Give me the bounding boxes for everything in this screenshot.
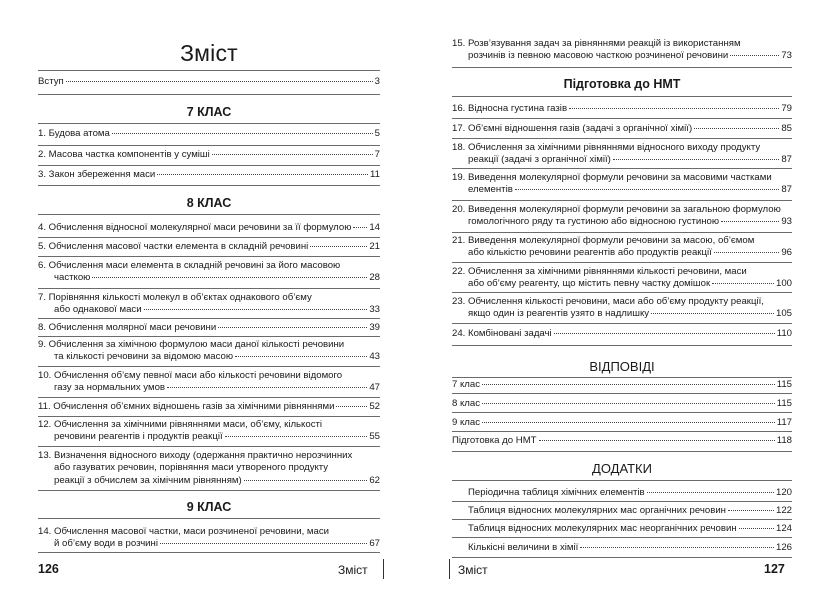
toc-entry-title-line: 10. Обчислення об’єму певної маси або кількості речовини відомого: [38, 370, 343, 381]
section-heading-nmt: Підготовка до НМТ: [563, 77, 681, 91]
toc-entry-page: 52: [369, 401, 380, 412]
left-page: [0, 0, 414, 600]
entry-rule: [38, 416, 380, 417]
toc-entry-title-line: 14. Обчислення масової частки, маси розчиненої речовини, маси: [38, 526, 329, 537]
running-footer-label: Зміст: [458, 563, 488, 577]
section-rule: [452, 345, 792, 346]
entry-rule: [452, 412, 792, 413]
toc-entry-24[interactable]: [452, 328, 792, 340]
entry-rule: [452, 557, 792, 558]
toc-entry-page: 55: [369, 431, 380, 443]
toc-entry-page: 110: [776, 328, 792, 339]
toc-entry-title-line: 20. Виведення молекулярної формули речовини за загальною формулою: [452, 204, 781, 215]
dot-leader: [647, 492, 774, 493]
toc-entry-11[interactable]: [38, 401, 380, 413]
section-heading-grade-9: 9 КЛАС: [186, 500, 232, 514]
toc-entry-title: Періодична таблиця хімічних елементів: [468, 487, 645, 498]
toc-entry-title-line: 6. Обчислення маси елемента в складній речовині за його масовою: [38, 260, 341, 271]
entry-rule: [38, 446, 380, 447]
section-rule: [38, 518, 380, 519]
dot-leader: [157, 174, 368, 175]
toc-entry-21[interactable]: [452, 235, 792, 260]
section-rule: [452, 377, 792, 378]
toc-entry-page: 126: [775, 542, 792, 553]
entry-rule: [38, 366, 380, 367]
toc-entry-page: 73: [781, 50, 792, 62]
toc-entry-answers-7[interactable]: [452, 379, 792, 391]
toc-entry-10[interactable]: [38, 370, 380, 395]
page-number: 126: [38, 562, 59, 576]
toc-entry-title: Таблиця відносних молекулярних мас органічних речовин: [468, 505, 726, 516]
toc-entry-title: 3. Закон збереження маси: [38, 169, 156, 180]
toc-entry-title: 8. Обчислення молярної маси речовини: [38, 322, 217, 333]
toc-entry-12[interactable]: [38, 419, 380, 444]
dot-leader: [144, 309, 368, 310]
dot-leader: [539, 440, 775, 441]
toc-entry-page: 115: [776, 398, 792, 409]
dot-leader: [482, 422, 775, 423]
toc-entry-19[interactable]: [452, 172, 792, 197]
toc-entry-page: 14: [369, 222, 380, 233]
toc-entry-title-line: або газуватих речовин, порівняння маси утвореного продукту: [54, 462, 329, 474]
entry-rule: [38, 336, 380, 337]
entry-rule: [452, 292, 792, 293]
dot-leader: [212, 154, 373, 155]
toc-entry-title: газу за нормальних умов: [54, 382, 166, 394]
toc-entry-16[interactable]: [452, 103, 792, 115]
toc-entry-appendix-1[interactable]: [452, 487, 792, 499]
toc-entry-title: елементів: [468, 184, 513, 196]
dot-leader: [730, 55, 779, 56]
dot-leader: [225, 436, 368, 437]
dot-leader: [353, 227, 367, 228]
dot-leader: [728, 510, 774, 511]
entry-rule: [452, 537, 792, 538]
toc-entry-page: 11: [370, 169, 380, 180]
dot-leader: [694, 128, 779, 129]
toc-entry-title: гомологічного ряду та густиною або відносною густиною: [468, 216, 720, 228]
toc-entry-page: 122: [775, 505, 792, 516]
toc-entry-title: 7 клас: [452, 379, 481, 390]
toc-entry-7[interactable]: [38, 292, 380, 317]
section-rule: [452, 451, 792, 452]
toc-entry-appendix-3[interactable]: [452, 523, 792, 535]
section-heading-answers: ВІДПОВІДІ: [589, 359, 655, 374]
section-heading-grade-8: 8 КЛАС: [186, 196, 232, 210]
dot-leader: [167, 387, 367, 388]
toc-entry-title: 9 клас: [452, 417, 481, 428]
toc-entry-title: реакції з обчислем за хімічним рівнянням): [54, 474, 242, 486]
toc-entry-title: якщо один із реагентів узято в надлишку: [468, 308, 650, 320]
dot-leader: [739, 528, 774, 529]
toc-entry-appendix-2[interactable]: [452, 505, 792, 517]
section-rule: [38, 214, 380, 215]
page-title: Зміст: [180, 40, 238, 66]
entry-rule: [38, 145, 380, 146]
toc-entry-2[interactable]: [38, 149, 380, 161]
dot-leader: [160, 543, 367, 544]
toc-entry-title: й об’єму води в розчині: [54, 538, 158, 550]
toc-entry-page: 39: [369, 322, 380, 333]
title-rule: [38, 70, 380, 71]
toc-entry-9[interactable]: [38, 339, 380, 364]
toc-entry-page: 118: [776, 435, 792, 446]
toc-entry-title-line: 15. Розв’язування задач за рівняннями реакцій із використанням: [452, 38, 741, 49]
toc-entry-title-line: 12. Обчислення за хімічними рівняннями маси, об’єму, кількості: [38, 419, 323, 430]
toc-entry-title: 4. Обчислення відносної молекулярної маси речовини за її формулою: [38, 222, 352, 233]
toc-entry-14[interactable]: [38, 526, 380, 551]
toc-entry-page: 47: [369, 382, 380, 394]
toc-entry-title: 5. Обчислення масової частки елемента в складній речовині: [38, 241, 309, 252]
toc-entry-page: 85: [781, 123, 792, 134]
toc-entry-title: 11. Обчислення об’ємних відношень газів за хімічними рівняннями: [38, 401, 335, 412]
entry-rule: [38, 256, 380, 257]
running-footer-label: Зміст: [338, 563, 368, 577]
entry-rule: [452, 232, 792, 233]
section-rule: [452, 480, 792, 481]
toc-entry-page: 87: [781, 154, 792, 166]
toc-entry-page: 28: [369, 272, 380, 284]
footer-divider: [383, 559, 384, 579]
dot-leader: [336, 406, 367, 407]
entry-rule: [38, 288, 380, 289]
toc-entry-page: 79: [781, 103, 792, 114]
page-number: 127: [764, 562, 785, 576]
toc-entry-15[interactable]: [452, 38, 792, 63]
dot-leader: [569, 108, 779, 109]
toc-entry-page: 117: [776, 417, 792, 428]
toc-entry-20[interactable]: [452, 204, 792, 229]
toc-entry-title: або кількістю речовини реагентів або продуктів реакції: [468, 247, 712, 259]
toc-entry-1[interactable]: [38, 128, 380, 140]
dot-leader: [721, 221, 779, 222]
toc-entry-appendix-4[interactable]: [452, 542, 792, 554]
toc-entry-page: 87: [781, 184, 792, 196]
toc-entry-title-line: 23. Обчислення кількості речовини, маси або об’єму продукту реакції,: [452, 296, 764, 307]
dot-leader: [66, 81, 373, 82]
right-page: [414, 0, 829, 600]
toc-entry-title: речовини реагентів і продуктів реакції: [54, 431, 223, 443]
dot-leader: [482, 403, 775, 404]
dot-leader: [482, 384, 775, 385]
toc-entry-page: 115: [776, 379, 792, 390]
toc-entry-page: 100: [775, 278, 792, 290]
entry-rule: [452, 118, 792, 119]
toc-entry-5[interactable]: [38, 241, 380, 253]
toc-entry-page: 96: [781, 247, 792, 259]
toc-entry-title-line: 9. Обчислення за хімічною формулою маси даної кількості речовини: [38, 339, 345, 350]
entry-rule: [38, 318, 380, 319]
toc-entry-6[interactable]: [38, 260, 380, 285]
toc-entry-title: та кількості речовини за відомою масою: [54, 351, 234, 363]
toc-entry-page: 3: [374, 76, 380, 87]
toc-entry-title-line: 21. Виведення молекулярної формули речовини за масою, об’ємом: [452, 235, 755, 246]
toc-entry-title: 1. Будова атома: [38, 128, 110, 139]
dot-leader: [244, 480, 368, 481]
dot-leader: [712, 283, 774, 284]
dot-leader: [613, 159, 779, 160]
dot-leader: [554, 333, 775, 334]
section-heading-appendix: ДОДАТКИ: [592, 461, 652, 476]
dot-leader: [112, 133, 373, 134]
toc-entry-22[interactable]: [452, 266, 792, 291]
toc-entry-title: Кількісні величини в хімії: [468, 542, 579, 553]
toc-entry-title: 17. Об’ємні відношення газів (задачі з органічної хімії): [452, 123, 693, 134]
toc-entry-answers-nmt[interactable]: [452, 435, 792, 447]
toc-entry-title: 8 клас: [452, 398, 481, 409]
toc-entry-title: реакції (задачі з органічної хімії): [468, 154, 611, 166]
section-rule: [452, 96, 792, 97]
section-rule: [38, 490, 380, 491]
toc-entry-4[interactable]: [38, 222, 380, 234]
entry-rule: [38, 237, 380, 238]
dot-leader: [92, 277, 367, 278]
toc-entry-page: 93: [781, 216, 792, 228]
toc-entry-page: 21: [369, 241, 380, 252]
toc-entry-title: 2. Масова частка компонентів у суміші: [38, 149, 210, 160]
dot-leader: [235, 356, 367, 357]
entry-rule: [452, 519, 792, 520]
toc-entry-page: 67: [369, 538, 380, 550]
toc-entry-page: 120: [775, 487, 792, 498]
toc-entry-title: Вступ: [38, 76, 64, 87]
toc-entry-page: 33: [369, 304, 380, 316]
toc-entry-intro[interactable]: [38, 76, 380, 88]
section-rule: [38, 94, 380, 95]
entry-rule: [452, 501, 792, 502]
entry-rule: [452, 393, 792, 394]
entry-rule: [452, 323, 792, 324]
toc-entry-title-line: 19. Виведення молекулярної формули речовини за масовими частками: [452, 172, 772, 183]
dot-leader: [310, 246, 367, 247]
dot-leader: [515, 189, 780, 190]
entry-rule: [452, 138, 792, 139]
toc-entry-page: 105: [775, 308, 792, 320]
toc-entry-title: Таблиця відносних молекулярних мас неорганічних речовин: [468, 523, 737, 534]
toc-entry-18[interactable]: [452, 142, 792, 167]
toc-entry-3[interactable]: [38, 169, 380, 181]
section-rule: [38, 185, 380, 186]
toc-entry-title-line: 18. Обчислення за хімічними рівняннями відносного виходу продукту: [452, 142, 761, 153]
entry-rule: [452, 200, 792, 201]
toc-entry-title-line: 13. Визначення відносного виходу (одержання практично нерозчинних: [38, 450, 353, 461]
dot-leader: [218, 327, 367, 328]
toc-entry-page: 7: [374, 149, 380, 160]
toc-entry-title-line: 7. Порівняння кількості молекул в об’єктах однакового об’єму: [38, 292, 312, 303]
entry-rule: [452, 262, 792, 263]
toc-entry-answers-8[interactable]: [452, 398, 792, 410]
toc-entry-title: 16. Відносна густина газів: [452, 103, 568, 114]
toc-entry-answers-9[interactable]: [452, 417, 792, 429]
dot-leader: [651, 313, 774, 314]
toc-entry-17[interactable]: [452, 123, 792, 135]
entry-rule: [38, 165, 380, 166]
toc-entry-page: 124: [775, 523, 792, 534]
toc-entry-title: або однакової маси: [54, 304, 142, 316]
section-heading-grade-7: 7 КЛАС: [186, 105, 232, 119]
toc-entry-title: Підготовка до НМТ: [452, 435, 537, 446]
toc-entry-23[interactable]: [452, 296, 792, 321]
toc-entry-13[interactable]: [38, 450, 380, 487]
footer-divider: [449, 559, 450, 579]
dot-leader: [580, 547, 774, 548]
entry-rule: [38, 397, 380, 398]
section-rule: [38, 123, 380, 124]
entry-rule: [38, 552, 380, 553]
toc-entry-title-line: 22. Обчислення за хімічними рівняннями кількості речовини, маси: [452, 266, 747, 277]
dot-leader: [714, 252, 780, 253]
toc-entry-title: розчинів із певною масовою часткою розчиненої речовини: [468, 50, 729, 62]
entry-rule: [452, 431, 792, 432]
toc-entry-title: 24. Комбіновані задачі: [452, 328, 552, 339]
toc-entry-page: 62: [369, 474, 380, 486]
section-rule: [452, 67, 792, 68]
toc-entry-title: або об’єму реагенту, що містить певну частку домішок: [468, 278, 711, 290]
toc-entry-page: 5: [374, 128, 380, 139]
toc-entry-8[interactable]: [38, 322, 380, 334]
entry-rule: [452, 168, 792, 169]
toc-entry-page: 43: [369, 351, 380, 363]
toc-entry-title: часткою: [54, 272, 91, 284]
